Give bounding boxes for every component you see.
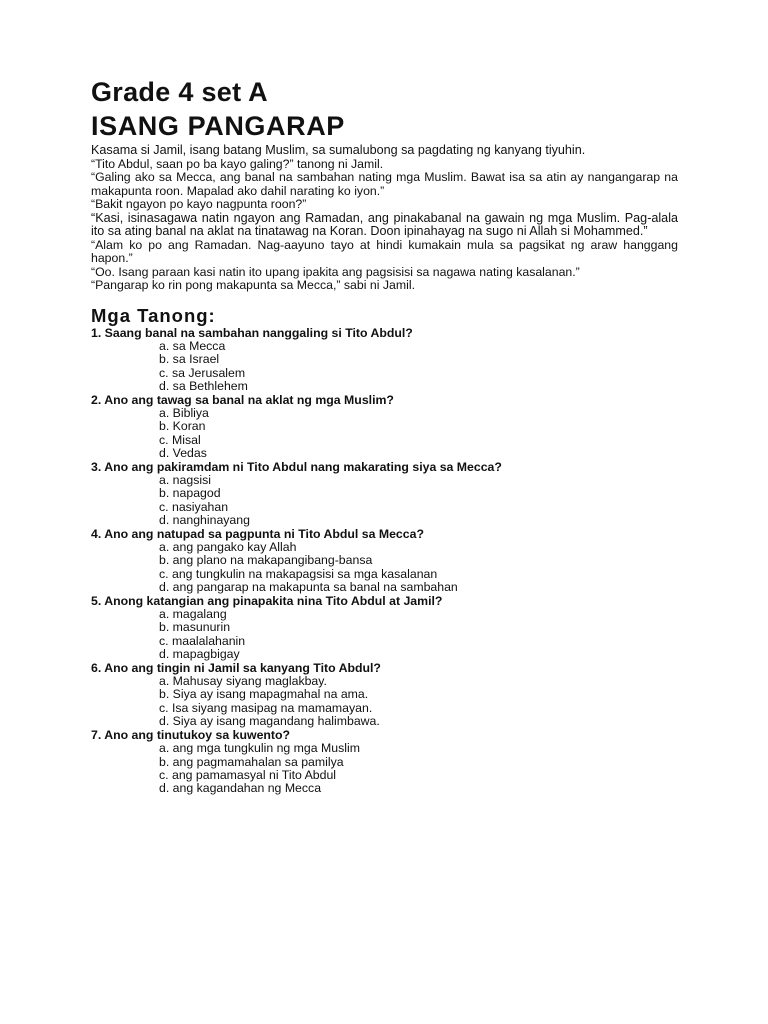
choice-item: c. Isa siyang masipag na mamamayan. — [159, 700, 373, 715]
questions-list — [91, 327, 678, 796]
choice-item: d. Siya ay isang magandang halimbawa. — [159, 714, 380, 729]
choice-item: c. sa Jerusalem — [159, 365, 246, 380]
question-item — [91, 595, 678, 662]
document-content — [91, 76, 678, 796]
choice-item: a. nagsisi — [159, 472, 211, 487]
story-paragraph: “Kasi, isinasagawa natin ngayon ang Ramadan, ang pinakabanal na gawain ng mga Muslim. Pag-alala ito sa ating banal na aklat na tinatawag na Koran. Doon ipinahayag na sugo ni Allah si Mohammed.” — [91, 210, 678, 238]
questions-heading: Mga Tanong: — [91, 304, 216, 326]
story-paragraph: “Tito Abdul, saan po ba kayo galing?” tanong ni Jamil. — [91, 156, 384, 171]
question-item — [91, 528, 678, 595]
choice-list — [91, 742, 678, 796]
choice-item: b. ang pagmamahalan sa pamilya — [159, 754, 344, 769]
story-paragraph: “Bakit ngayon po kayo nagpunta roon?” — [91, 197, 307, 211]
choice-item: b. Siya ay isang mapagmahal na ama. — [159, 687, 369, 702]
question-text: 1. Saang banal na sambahan nanggaling si Tito Abdul? — [91, 325, 413, 340]
question-item — [91, 327, 678, 394]
question-text: 7. Ano ang tinutukoy sa kuwento? — [91, 727, 291, 742]
story-paragraph: “Oo. Isang paraan kasi natin ito upang ipakita ang pagsisisi sa nagawa nating kasalanan.” — [91, 264, 580, 279]
choice-item: d. ang kagandahan ng Mecca — [159, 781, 322, 796]
choice-item: b. ang plano na makapangibang-bansa — [159, 553, 373, 568]
choice-item: a. Bibliya — [159, 405, 209, 420]
question-item — [91, 394, 678, 461]
story-paragraph: “Alam ko po ang Ramadan. Nag-aayuno tayo at hindi kumakain mula sa pagsikat ng araw hanggang hapon.” — [91, 237, 678, 265]
choice-item: b. Koran — [159, 419, 206, 434]
choice-item: a. Mahusay siyang maglakbay. — [159, 674, 327, 689]
question-item — [91, 729, 678, 796]
choice-item: c. nasiyahan — [159, 499, 229, 514]
choice-item: d. Vedas — [159, 446, 207, 461]
choice-item: a. magalang — [159, 607, 227, 622]
choice-item: a. sa Mecca — [159, 338, 226, 353]
story-paragraph: “Pangarap ko rin pong makapunta sa Mecca,” sabi ni Jamil. — [91, 278, 415, 292]
question-text: 2. Ano ang tawag sa banal na aklat ng mga Muslim? — [91, 392, 394, 407]
choice-list — [91, 541, 678, 595]
question-text: 5. Anong katangian ang pinapakita nina Tito Abdul at Jamil? — [91, 593, 443, 608]
choice-item: c. ang pamamasyal ni Tito Abdul — [159, 767, 337, 782]
story-text — [91, 144, 678, 293]
question-item — [91, 461, 678, 528]
choice-list — [91, 340, 678, 394]
choice-item: c. ang tungkulin na makapagsisi sa mga kasalanan — [159, 566, 438, 581]
choice-item: c. maalalahanin — [159, 633, 246, 648]
choice-item: b. sa Israel — [159, 352, 220, 367]
choice-item: d. nanghinayang — [159, 513, 250, 528]
question-text: 3. Ano ang pakiramdam ni Tito Abdul nang makarating siya sa Mecca? — [91, 459, 502, 474]
choice-item: a. ang pangako kay Allah — [159, 540, 297, 554]
choice-item: d. sa Bethlehem — [159, 379, 248, 394]
choice-list — [91, 474, 678, 528]
choice-list — [91, 608, 678, 662]
story-paragraph: Kasama si Jamil, isang batang Muslim, sa sumalubong sa pagdating ng kanyang tiyuhin. — [91, 143, 586, 157]
choice-item: b. napagod — [159, 486, 221, 501]
question-item — [91, 662, 678, 729]
choice-item: b. masunurin — [159, 620, 231, 635]
choice-item: a. ang mga tungkulin ng mga Muslim — [159, 741, 360, 756]
grade-heading: Grade 4 set A — [91, 77, 268, 107]
choice-item: d. ang pangarap na makapunta sa banal na sambahan — [159, 580, 458, 595]
story-title: ISANG PANGARAP — [91, 111, 345, 141]
question-text: 6. Ano ang tingin ni Jamil sa kanyang Tito Abdul? — [91, 660, 381, 675]
choice-item: c. Misal — [159, 432, 201, 447]
choice-item: d. mapagbigay — [159, 647, 240, 662]
story-paragraph: “Galing ako sa Mecca, ang banal na sambahan nating mga Muslim. Bawat isa sa atin ay nangangarap na makapunta roon. Mapalad ako dahil narating ko iyon.” — [91, 170, 678, 198]
question-text: 4. Ano ang natupad sa pagpunta ni Tito Abdul sa Mecca? — [91, 526, 424, 541]
choice-list — [91, 675, 678, 729]
choice-list — [91, 407, 678, 461]
